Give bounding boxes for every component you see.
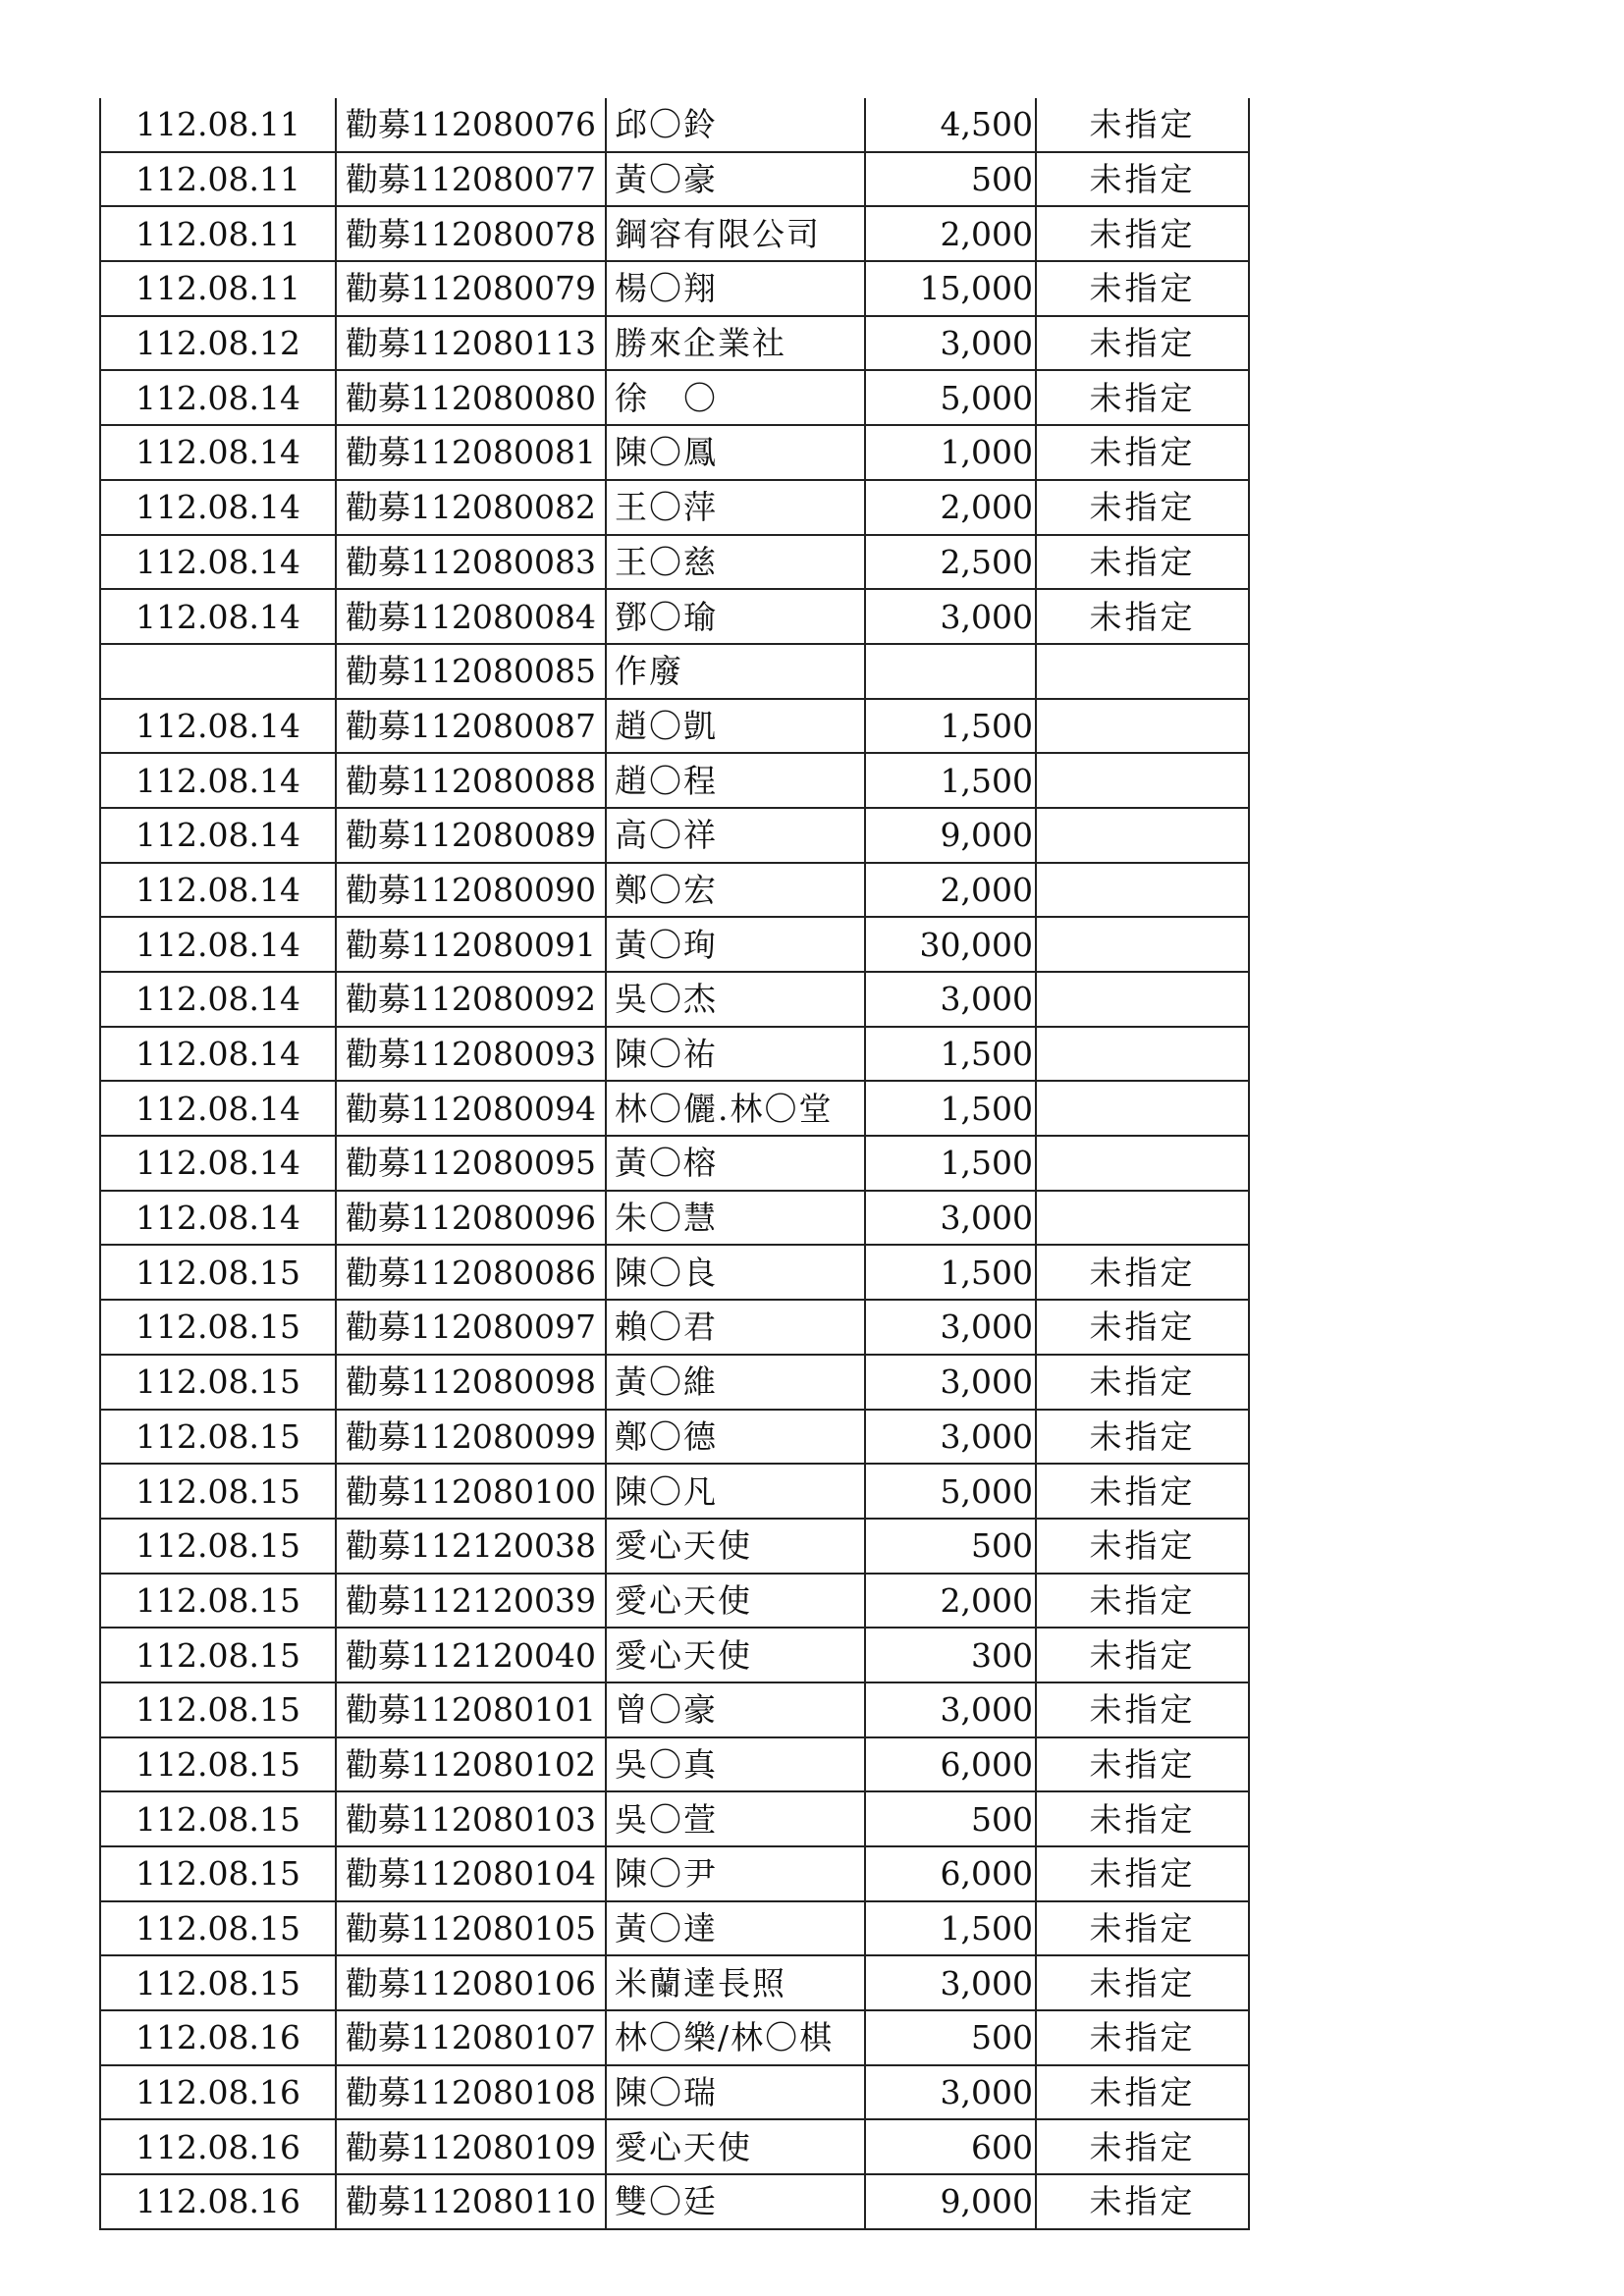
amount-cell: 3,000	[865, 1191, 1036, 1246]
date-cell: 112.08.15	[100, 1519, 336, 1574]
donor-name-cell: 陳〇尹	[606, 1846, 865, 1901]
amount-cell: 500	[865, 1519, 1036, 1574]
receipt-number-cell: 勸募112080100	[336, 1464, 606, 1519]
designation-cell	[1036, 1136, 1249, 1191]
donor-name-cell: 曾〇豪	[606, 1682, 865, 1737]
date-cell: 112.08.14	[100, 972, 336, 1027]
designation-cell: 未指定	[1036, 1901, 1249, 1956]
donor-name-cell: 高〇祥	[606, 808, 865, 863]
donation-ledger-table	[99, 98, 1250, 2230]
amount-cell: 3,000	[865, 1300, 1036, 1355]
date-cell: 112.08.15	[100, 1300, 336, 1355]
date-cell	[100, 644, 336, 699]
amount-cell: 15,000	[865, 261, 1036, 316]
amount-cell: 3,000	[865, 1955, 1036, 2010]
donor-name-cell: 愛心天使	[606, 2119, 865, 2174]
receipt-number-cell: 勸募112080088	[336, 753, 606, 808]
amount-cell: 1,500	[865, 1081, 1036, 1136]
designation-cell: 未指定	[1036, 1737, 1249, 1792]
date-cell: 112.08.14	[100, 808, 336, 863]
amount-cell: 30,000	[865, 917, 1036, 972]
date-cell: 112.08.15	[100, 1791, 336, 1846]
amount-cell: 4,500	[865, 98, 1036, 152]
designation-cell: 未指定	[1036, 2174, 1249, 2229]
amount-cell: 1,500	[865, 1027, 1036, 1082]
table-row	[100, 1519, 1249, 1574]
date-cell: 112.08.15	[100, 1410, 336, 1465]
designation-cell: 未指定	[1036, 2065, 1249, 2120]
table-row	[100, 1791, 1249, 1846]
amount-cell: 500	[865, 152, 1036, 207]
receipt-number-cell: 勸募112120040	[336, 1628, 606, 1682]
designation-cell: 未指定	[1036, 1682, 1249, 1737]
receipt-number-cell: 勸募112080084	[336, 589, 606, 644]
amount-cell: 2,000	[865, 480, 1036, 535]
table-row	[100, 152, 1249, 207]
receipt-number-cell: 勸募112080094	[336, 1081, 606, 1136]
table-row	[100, 480, 1249, 535]
amount-cell	[865, 644, 1036, 699]
table-row	[100, 425, 1249, 480]
receipt-number-cell: 勸募112080080	[336, 370, 606, 425]
donor-name-cell: 趙〇凱	[606, 699, 865, 754]
receipt-number-cell: 勸募112080081	[336, 425, 606, 480]
designation-cell: 未指定	[1036, 1410, 1249, 1465]
receipt-number-cell: 勸募112080103	[336, 1791, 606, 1846]
receipt-number-cell: 勸募112080099	[336, 1410, 606, 1465]
table-row	[100, 2119, 1249, 2174]
table-row	[100, 2010, 1249, 2065]
table-row	[100, 1846, 1249, 1901]
donor-name-cell: 陳〇凡	[606, 1464, 865, 1519]
designation-cell: 未指定	[1036, 370, 1249, 425]
designation-cell: 未指定	[1036, 589, 1249, 644]
date-cell: 112.08.15	[100, 1901, 336, 1956]
date-cell: 112.08.12	[100, 316, 336, 371]
designation-cell: 未指定	[1036, 1464, 1249, 1519]
designation-cell: 未指定	[1036, 1245, 1249, 1300]
table-row	[100, 972, 1249, 1027]
ledger-body	[100, 98, 1249, 2229]
amount-cell: 6,000	[865, 1846, 1036, 1901]
donor-name-cell: 鄧〇瑜	[606, 589, 865, 644]
date-cell: 112.08.15	[100, 1574, 336, 1629]
table-row	[100, 753, 1249, 808]
donor-name-cell: 陳〇祐	[606, 1027, 865, 1082]
designation-cell: 未指定	[1036, 1791, 1249, 1846]
date-cell: 112.08.15	[100, 1955, 336, 2010]
amount-cell: 1,500	[865, 753, 1036, 808]
table-row	[100, 1955, 1249, 2010]
designation-cell	[1036, 972, 1249, 1027]
table-row	[100, 699, 1249, 754]
amount-cell: 2,500	[865, 535, 1036, 590]
donor-name-cell: 黃〇珣	[606, 917, 865, 972]
donor-name-cell: 王〇慈	[606, 535, 865, 590]
donor-name-cell: 雙〇廷	[606, 2174, 865, 2229]
designation-cell	[1036, 808, 1249, 863]
date-cell: 112.08.15	[100, 1464, 336, 1519]
donor-name-cell: 黃〇豪	[606, 152, 865, 207]
donor-name-cell: 鄭〇德	[606, 1410, 865, 1465]
amount-cell: 1,000	[865, 425, 1036, 480]
amount-cell: 3,000	[865, 972, 1036, 1027]
date-cell: 112.08.16	[100, 2119, 336, 2174]
table-row	[100, 316, 1249, 371]
designation-cell	[1036, 1191, 1249, 1246]
table-row	[100, 917, 1249, 972]
receipt-number-cell: 勸募112080093	[336, 1027, 606, 1082]
amount-cell: 9,000	[865, 2174, 1036, 2229]
table-row	[100, 535, 1249, 590]
donor-name-cell: 吳〇真	[606, 1737, 865, 1792]
designation-cell: 未指定	[1036, 1355, 1249, 1410]
date-cell: 112.08.14	[100, 480, 336, 535]
table-row	[100, 1628, 1249, 1682]
receipt-number-cell: 勸募112080101	[336, 1682, 606, 1737]
date-cell: 112.08.14	[100, 917, 336, 972]
donor-name-cell: 陳〇良	[606, 1245, 865, 1300]
donor-name-cell: 鄭〇宏	[606, 863, 865, 918]
amount-cell: 6,000	[865, 1737, 1036, 1792]
donor-name-cell: 林〇儷.林〇堂	[606, 1081, 865, 1136]
date-cell: 112.08.15	[100, 1846, 336, 1901]
date-cell: 112.08.14	[100, 425, 336, 480]
designation-cell	[1036, 753, 1249, 808]
receipt-number-cell: 勸募112080090	[336, 863, 606, 918]
date-cell: 112.08.11	[100, 152, 336, 207]
table-row	[100, 1682, 1249, 1737]
designation-cell: 未指定	[1036, 425, 1249, 480]
table-row	[100, 1574, 1249, 1629]
designation-cell	[1036, 644, 1249, 699]
table-row	[100, 1410, 1249, 1465]
table-row	[100, 1464, 1249, 1519]
date-cell: 112.08.15	[100, 1245, 336, 1300]
designation-cell	[1036, 699, 1249, 754]
amount-cell: 2,000	[865, 206, 1036, 261]
donor-name-cell: 林〇樂/林〇棋	[606, 2010, 865, 2065]
donor-name-cell: 愛心天使	[606, 1628, 865, 1682]
table-row	[100, 1081, 1249, 1136]
donor-name-cell: 愛心天使	[606, 1574, 865, 1629]
designation-cell: 未指定	[1036, 2010, 1249, 2065]
amount-cell: 1,500	[865, 1901, 1036, 1956]
table-row	[100, 206, 1249, 261]
amount-cell: 3,000	[865, 2065, 1036, 2120]
receipt-number-cell: 勸募112080110	[336, 2174, 606, 2229]
amount-cell: 3,000	[865, 316, 1036, 371]
designation-cell: 未指定	[1036, 98, 1249, 152]
donor-name-cell: 陳〇瑞	[606, 2065, 865, 2120]
donor-name-cell: 作廢	[606, 644, 865, 699]
amount-cell: 1,500	[865, 699, 1036, 754]
receipt-number-cell: 勸募112080095	[336, 1136, 606, 1191]
amount-cell: 3,000	[865, 1410, 1036, 1465]
amount-cell: 9,000	[865, 808, 1036, 863]
table-row	[100, 370, 1249, 425]
amount-cell: 5,000	[865, 1464, 1036, 1519]
amount-cell: 1,500	[865, 1136, 1036, 1191]
donor-name-cell: 吳〇杰	[606, 972, 865, 1027]
designation-cell: 未指定	[1036, 1519, 1249, 1574]
receipt-number-cell: 勸募112080082	[336, 480, 606, 535]
table-row	[100, 1191, 1249, 1246]
date-cell: 112.08.15	[100, 1737, 336, 1792]
donor-name-cell: 賴〇君	[606, 1300, 865, 1355]
amount-cell: 2,000	[865, 1574, 1036, 1629]
table-row	[100, 2174, 1249, 2229]
receipt-number-cell: 勸募112080083	[336, 535, 606, 590]
table-row	[100, 1136, 1249, 1191]
date-cell: 112.08.14	[100, 863, 336, 918]
designation-cell: 未指定	[1036, 316, 1249, 371]
receipt-number-cell: 勸募112080086	[336, 1245, 606, 1300]
receipt-number-cell: 勸募112080104	[336, 1846, 606, 1901]
receipt-number-cell: 勸募112080113	[336, 316, 606, 371]
designation-cell: 未指定	[1036, 1846, 1249, 1901]
donor-name-cell: 楊〇翔	[606, 261, 865, 316]
amount-cell: 3,000	[865, 1682, 1036, 1737]
receipt-number-cell: 勸募112080089	[336, 808, 606, 863]
receipt-number-cell: 勸募112080105	[336, 1901, 606, 1956]
receipt-number-cell: 勸募112080107	[336, 2010, 606, 2065]
amount-cell: 2,000	[865, 863, 1036, 918]
donor-name-cell: 邱〇鈴	[606, 98, 865, 152]
date-cell: 112.08.14	[100, 1081, 336, 1136]
date-cell: 112.08.14	[100, 589, 336, 644]
donor-name-cell: 吳〇萱	[606, 1791, 865, 1846]
designation-cell	[1036, 1027, 1249, 1082]
date-cell: 112.08.15	[100, 1628, 336, 1682]
amount-cell: 3,000	[865, 1355, 1036, 1410]
date-cell: 112.08.16	[100, 2174, 336, 2229]
table-row	[100, 1901, 1249, 1956]
receipt-number-cell: 勸募112080098	[336, 1355, 606, 1410]
donor-name-cell: 趙〇程	[606, 753, 865, 808]
amount-cell: 1,500	[865, 1245, 1036, 1300]
date-cell: 112.08.16	[100, 2010, 336, 2065]
table-row	[100, 1355, 1249, 1410]
designation-cell: 未指定	[1036, 480, 1249, 535]
table-row	[100, 1027, 1249, 1082]
date-cell: 112.08.15	[100, 1355, 336, 1410]
date-cell: 112.08.14	[100, 1191, 336, 1246]
designation-cell: 未指定	[1036, 1955, 1249, 2010]
donor-name-cell: 徐 〇	[606, 370, 865, 425]
designation-cell: 未指定	[1036, 152, 1249, 207]
table-row	[100, 98, 1249, 152]
amount-cell: 5,000	[865, 370, 1036, 425]
donor-name-cell: 鋼容有限公司	[606, 206, 865, 261]
table-row	[100, 1300, 1249, 1355]
date-cell: 112.08.15	[100, 1682, 336, 1737]
date-cell: 112.08.14	[100, 753, 336, 808]
receipt-number-cell: 勸募112080087	[336, 699, 606, 754]
receipt-number-cell: 勸募112080102	[336, 1737, 606, 1792]
amount-cell: 300	[865, 1628, 1036, 1682]
table-row	[100, 1737, 1249, 1792]
date-cell: 112.08.11	[100, 206, 336, 261]
amount-cell: 600	[865, 2119, 1036, 2174]
amount-cell: 500	[865, 1791, 1036, 1846]
donor-name-cell: 米蘭達長照	[606, 1955, 865, 2010]
receipt-number-cell: 勸募112080108	[336, 2065, 606, 2120]
designation-cell	[1036, 863, 1249, 918]
date-cell: 112.08.14	[100, 1136, 336, 1191]
table-row	[100, 644, 1249, 699]
donor-name-cell: 陳〇鳳	[606, 425, 865, 480]
table-row	[100, 808, 1249, 863]
donor-name-cell: 愛心天使	[606, 1519, 865, 1574]
receipt-number-cell: 勸募112080079	[336, 261, 606, 316]
designation-cell	[1036, 1081, 1249, 1136]
amount-cell: 500	[865, 2010, 1036, 2065]
date-cell: 112.08.14	[100, 699, 336, 754]
designation-cell: 未指定	[1036, 1628, 1249, 1682]
receipt-number-cell: 勸募112080078	[336, 206, 606, 261]
receipt-number-cell: 勸募112080085	[336, 644, 606, 699]
receipt-number-cell: 勸募112080077	[336, 152, 606, 207]
date-cell: 112.08.11	[100, 98, 336, 152]
receipt-number-cell: 勸募112120039	[336, 1574, 606, 1629]
table-row	[100, 2065, 1249, 2120]
designation-cell: 未指定	[1036, 535, 1249, 590]
receipt-number-cell: 勸募112120038	[336, 1519, 606, 1574]
receipt-number-cell: 勸募112080076	[336, 98, 606, 152]
amount-cell: 3,000	[865, 589, 1036, 644]
donor-name-cell: 王〇萍	[606, 480, 865, 535]
receipt-number-cell: 勸募112080106	[336, 1955, 606, 2010]
designation-cell: 未指定	[1036, 261, 1249, 316]
date-cell: 112.08.14	[100, 535, 336, 590]
date-cell: 112.08.14	[100, 370, 336, 425]
date-cell: 112.08.11	[100, 261, 336, 316]
donor-name-cell: 朱〇慧	[606, 1191, 865, 1246]
table-row	[100, 261, 1249, 316]
date-cell: 112.08.16	[100, 2065, 336, 2120]
date-cell: 112.08.14	[100, 1027, 336, 1082]
receipt-number-cell: 勸募112080097	[336, 1300, 606, 1355]
donor-name-cell: 黃〇維	[606, 1355, 865, 1410]
donor-name-cell: 勝來企業社	[606, 316, 865, 371]
receipt-number-cell: 勸募112080092	[336, 972, 606, 1027]
donor-name-cell: 黃〇榕	[606, 1136, 865, 1191]
designation-cell: 未指定	[1036, 206, 1249, 261]
receipt-number-cell: 勸募112080091	[336, 917, 606, 972]
designation-cell: 未指定	[1036, 2119, 1249, 2174]
receipt-number-cell: 勸募112080096	[336, 1191, 606, 1246]
designation-cell	[1036, 917, 1249, 972]
designation-cell: 未指定	[1036, 1574, 1249, 1629]
receipt-number-cell: 勸募112080109	[336, 2119, 606, 2174]
donor-name-cell: 黃〇達	[606, 1901, 865, 1956]
designation-cell: 未指定	[1036, 1300, 1249, 1355]
table-row	[100, 863, 1249, 918]
table-row	[100, 1245, 1249, 1300]
table-row	[100, 589, 1249, 644]
